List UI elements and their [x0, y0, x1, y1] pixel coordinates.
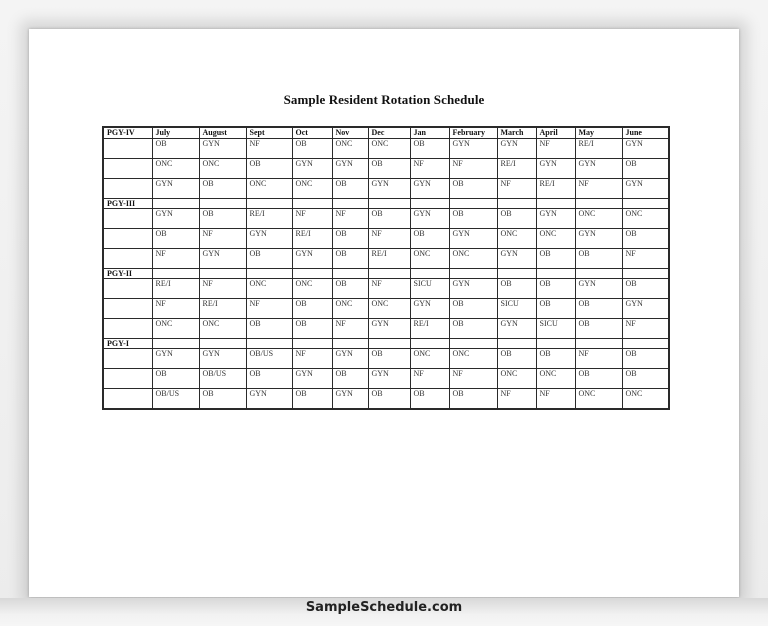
- rotation-cell: ONC: [410, 349, 449, 369]
- rotation-cell: RE/I: [410, 319, 449, 339]
- rotation-cell: RE/I: [246, 209, 292, 229]
- header-row: [103, 127, 669, 139]
- resident-cell: [103, 319, 152, 339]
- empty-cell: [152, 269, 199, 279]
- rotation-cell: NF: [410, 369, 449, 389]
- rotation-cell: GYN: [622, 179, 669, 199]
- rotation-cell: OB: [575, 299, 622, 319]
- rotation-cell: NF: [536, 389, 575, 410]
- rotation-cell: NF: [152, 249, 199, 269]
- empty-cell: [622, 269, 669, 279]
- rotation-cell: GYN: [199, 349, 246, 369]
- column-header-month: Sept: [246, 127, 292, 139]
- rotation-cell: OB: [410, 229, 449, 249]
- rotation-cell: ONC: [199, 159, 246, 179]
- empty-cell: [575, 199, 622, 209]
- rotation-cell: OB: [246, 159, 292, 179]
- rotation-cell: OB: [292, 319, 332, 339]
- column-header-month: Nov: [332, 127, 368, 139]
- rotation-cell: NF: [497, 179, 536, 199]
- rotation-cell: OB: [368, 389, 410, 410]
- resident-cell: [103, 369, 152, 389]
- rotation-cell: OB: [449, 299, 497, 319]
- rotation-cell: NF: [368, 229, 410, 249]
- rotation-cell: ONC: [246, 179, 292, 199]
- rotation-cell: RE/I: [536, 179, 575, 199]
- empty-cell: [332, 269, 368, 279]
- rotation-cell: GYN: [410, 299, 449, 319]
- rotation-cell: OB: [536, 279, 575, 299]
- rotation-schedule-table: [102, 126, 670, 410]
- table-row: [103, 369, 669, 389]
- empty-cell: [575, 269, 622, 279]
- resident-cell: [103, 299, 152, 319]
- table-row: [103, 159, 669, 179]
- rotation-cell: GYN: [246, 389, 292, 410]
- empty-cell: [292, 269, 332, 279]
- group-header-row: [103, 199, 669, 209]
- column-header-level: PGY-IV: [103, 127, 152, 139]
- rotation-cell: GYN: [152, 179, 199, 199]
- rotation-cell: GYN: [536, 159, 575, 179]
- rotation-cell: NF: [410, 159, 449, 179]
- rotation-cell: OB: [536, 299, 575, 319]
- empty-cell: [152, 339, 199, 349]
- table-row: [103, 209, 669, 229]
- empty-cell: [497, 339, 536, 349]
- rotation-cell: OB: [449, 389, 497, 410]
- rotation-cell: OB: [246, 369, 292, 389]
- empty-cell: [246, 269, 292, 279]
- empty-cell: [449, 199, 497, 209]
- rotation-cell: OB: [332, 229, 368, 249]
- table-row: [103, 319, 669, 339]
- empty-cell: [199, 199, 246, 209]
- rotation-cell: OB: [152, 229, 199, 249]
- rotation-cell: GYN: [575, 229, 622, 249]
- rotation-cell: OB: [292, 139, 332, 159]
- rotation-cell: OB: [449, 179, 497, 199]
- rotation-cell: NF: [536, 139, 575, 159]
- rotation-cell: OB: [575, 319, 622, 339]
- empty-cell: [332, 199, 368, 209]
- rotation-cell: NF: [575, 349, 622, 369]
- rotation-cell: ONC: [199, 319, 246, 339]
- rotation-cell: NF: [246, 139, 292, 159]
- rotation-cell: GYN: [199, 249, 246, 269]
- rotation-cell: OB: [199, 179, 246, 199]
- rotation-cell: OB: [246, 249, 292, 269]
- empty-cell: [622, 339, 669, 349]
- rotation-cell: RE/I: [368, 249, 410, 269]
- rotation-cell: OB: [368, 209, 410, 229]
- pgy-level-label: PGY-II: [103, 269, 152, 279]
- empty-cell: [410, 199, 449, 209]
- rotation-cell: OB: [292, 299, 332, 319]
- column-header-month: Oct: [292, 127, 332, 139]
- group-header-row: [103, 269, 669, 279]
- rotation-cell: OB: [622, 349, 669, 369]
- rotation-cell: GYN: [368, 369, 410, 389]
- empty-cell: [199, 269, 246, 279]
- rotation-cell: GYN: [575, 159, 622, 179]
- rotation-cell: OB: [152, 139, 199, 159]
- rotation-cell: GYN: [622, 299, 669, 319]
- empty-cell: [497, 269, 536, 279]
- column-header-month: March: [497, 127, 536, 139]
- empty-cell: [292, 199, 332, 209]
- empty-cell: [575, 339, 622, 349]
- empty-cell: [410, 339, 449, 349]
- rotation-cell: OB: [622, 279, 669, 299]
- rotation-cell: OB: [622, 159, 669, 179]
- empty-cell: [368, 269, 410, 279]
- rotation-cell: ONC: [497, 229, 536, 249]
- column-header-month: June: [622, 127, 669, 139]
- empty-cell: [536, 269, 575, 279]
- resident-cell: [103, 349, 152, 369]
- rotation-cell: NF: [368, 279, 410, 299]
- empty-cell: [332, 339, 368, 349]
- rotation-cell: OB/US: [152, 389, 199, 410]
- rotation-cell: ONC: [622, 209, 669, 229]
- rotation-cell: ONC: [575, 389, 622, 410]
- rotation-cell: GYN: [292, 369, 332, 389]
- rotation-cell: ONC: [368, 299, 410, 319]
- rotation-cell: OB: [199, 389, 246, 410]
- rotation-cell: GYN: [622, 139, 669, 159]
- page-title: Sample Resident Rotation Schedule: [283, 92, 485, 107]
- rotation-cell: ONC: [449, 349, 497, 369]
- document-page: [29, 29, 739, 597]
- rotation-cell: OB: [449, 319, 497, 339]
- table-row: [103, 349, 669, 369]
- rotation-cell: ONC: [152, 319, 199, 339]
- table-row: [103, 389, 669, 410]
- rotation-cell: ONC: [449, 249, 497, 269]
- rotation-cell: ONC: [622, 389, 669, 410]
- rotation-cell: RE/I: [292, 229, 332, 249]
- rotation-cell: OB: [332, 179, 368, 199]
- column-header-month: July: [152, 127, 199, 139]
- rotation-cell: OB: [152, 369, 199, 389]
- rotation-cell: GYN: [368, 179, 410, 199]
- rotation-cell: ONC: [368, 139, 410, 159]
- rotation-cell: NF: [449, 369, 497, 389]
- rotation-cell: NF: [575, 179, 622, 199]
- rotation-cell: ONC: [410, 249, 449, 269]
- rotation-cell: GYN: [449, 139, 497, 159]
- rotation-cell: ONC: [497, 369, 536, 389]
- rotation-cell: SICU: [536, 319, 575, 339]
- rotation-cell: NF: [199, 229, 246, 249]
- rotation-cell: RE/I: [497, 159, 536, 179]
- rotation-cell: RE/I: [199, 299, 246, 319]
- rotation-cell: GYN: [152, 349, 199, 369]
- rotation-cell: GYN: [410, 179, 449, 199]
- rotation-cell: OB: [449, 209, 497, 229]
- column-header-month: February: [449, 127, 497, 139]
- rotation-cell: GYN: [246, 229, 292, 249]
- rotation-cell: OB: [368, 349, 410, 369]
- rotation-cell: ONC: [332, 299, 368, 319]
- table-row: [103, 229, 669, 249]
- rotation-cell: NF: [292, 209, 332, 229]
- rotation-cell: GYN: [497, 249, 536, 269]
- resident-cell: [103, 249, 152, 269]
- empty-cell: [368, 339, 410, 349]
- rotation-cell: OB: [199, 209, 246, 229]
- resident-cell: [103, 209, 152, 229]
- column-header-month: August: [199, 127, 246, 139]
- rotation-cell: OB: [536, 249, 575, 269]
- table-row: [103, 249, 669, 269]
- rotation-cell: GYN: [368, 319, 410, 339]
- rotation-cell: OB: [497, 209, 536, 229]
- resident-cell: [103, 389, 152, 410]
- empty-cell: [410, 269, 449, 279]
- pgy-level-label: PGY-I: [103, 339, 152, 349]
- empty-cell: [368, 199, 410, 209]
- group-header-row: [103, 339, 669, 349]
- rotation-cell: OB: [622, 369, 669, 389]
- table-row: [103, 299, 669, 319]
- rotation-cell: OB: [410, 139, 449, 159]
- rotation-cell: NF: [332, 209, 368, 229]
- empty-cell: [246, 339, 292, 349]
- table-row: [103, 279, 669, 299]
- rotation-cell: GYN: [292, 249, 332, 269]
- rotation-cell: ONC: [332, 139, 368, 159]
- rotation-cell: ONC: [292, 279, 332, 299]
- rotation-cell: OB: [246, 319, 292, 339]
- resident-cell: [103, 139, 152, 159]
- rotation-cell: ONC: [152, 159, 199, 179]
- empty-cell: [449, 339, 497, 349]
- rotation-cell: GYN: [410, 209, 449, 229]
- rotation-cell: GYN: [332, 159, 368, 179]
- rotation-cell: OB: [575, 369, 622, 389]
- rotation-cell: ONC: [536, 229, 575, 249]
- empty-cell: [536, 339, 575, 349]
- column-header-month: April: [536, 127, 575, 139]
- rotation-cell: OB/US: [246, 349, 292, 369]
- rotation-cell: GYN: [449, 279, 497, 299]
- empty-cell: [497, 199, 536, 209]
- rotation-cell: GYN: [497, 319, 536, 339]
- rotation-cell: RE/I: [152, 279, 199, 299]
- empty-cell: [246, 199, 292, 209]
- rotation-cell: GYN: [199, 139, 246, 159]
- rotation-cell: GYN: [332, 349, 368, 369]
- rotation-cell: NF: [332, 319, 368, 339]
- rotation-cell: OB/US: [199, 369, 246, 389]
- rotation-cell: OB: [368, 159, 410, 179]
- empty-cell: [199, 339, 246, 349]
- rotation-cell: GYN: [449, 229, 497, 249]
- rotation-cell: NF: [246, 299, 292, 319]
- empty-cell: [449, 269, 497, 279]
- empty-cell: [622, 199, 669, 209]
- rotation-cell: NF: [622, 319, 669, 339]
- rotation-cell: SICU: [410, 279, 449, 299]
- rotation-cell: NF: [199, 279, 246, 299]
- rotation-cell: GYN: [152, 209, 199, 229]
- resident-cell: [103, 279, 152, 299]
- rotation-cell: OB: [332, 249, 368, 269]
- rotation-cell: NF: [622, 249, 669, 269]
- resident-cell: [103, 229, 152, 249]
- resident-cell: [103, 179, 152, 199]
- table-row: [103, 139, 669, 159]
- rotation-cell: ONC: [292, 179, 332, 199]
- site-watermark: SampleSchedule.com: [305, 600, 463, 615]
- rotation-cell: NF: [152, 299, 199, 319]
- pgy-level-label: PGY-III: [103, 199, 152, 209]
- rotation-cell: GYN: [575, 279, 622, 299]
- rotation-cell: SICU: [497, 299, 536, 319]
- column-header-month: May: [575, 127, 622, 139]
- rotation-cell: ONC: [575, 209, 622, 229]
- empty-cell: [536, 199, 575, 209]
- rotation-cell: OB: [332, 279, 368, 299]
- rotation-cell: NF: [497, 389, 536, 410]
- column-header-month: Jan: [410, 127, 449, 139]
- rotation-cell: OB: [332, 369, 368, 389]
- empty-cell: [152, 199, 199, 209]
- rotation-cell: OB: [622, 229, 669, 249]
- rotation-cell: OB: [292, 389, 332, 410]
- column-header-month: Dec: [368, 127, 410, 139]
- table-row: [103, 179, 669, 199]
- rotation-cell: NF: [292, 349, 332, 369]
- rotation-cell: ONC: [246, 279, 292, 299]
- rotation-cell: OB: [497, 349, 536, 369]
- rotation-cell: GYN: [536, 209, 575, 229]
- rotation-cell: ONC: [536, 369, 575, 389]
- rotation-cell: NF: [449, 159, 497, 179]
- rotation-cell: OB: [497, 279, 536, 299]
- rotation-cell: GYN: [292, 159, 332, 179]
- rotation-cell: GYN: [332, 389, 368, 410]
- rotation-cell: OB: [575, 249, 622, 269]
- rotation-cell: GYN: [497, 139, 536, 159]
- rotation-cell: RE/I: [575, 139, 622, 159]
- resident-cell: [103, 159, 152, 179]
- rotation-cell: OB: [410, 389, 449, 410]
- empty-cell: [292, 339, 332, 349]
- rotation-cell: OB: [536, 349, 575, 369]
